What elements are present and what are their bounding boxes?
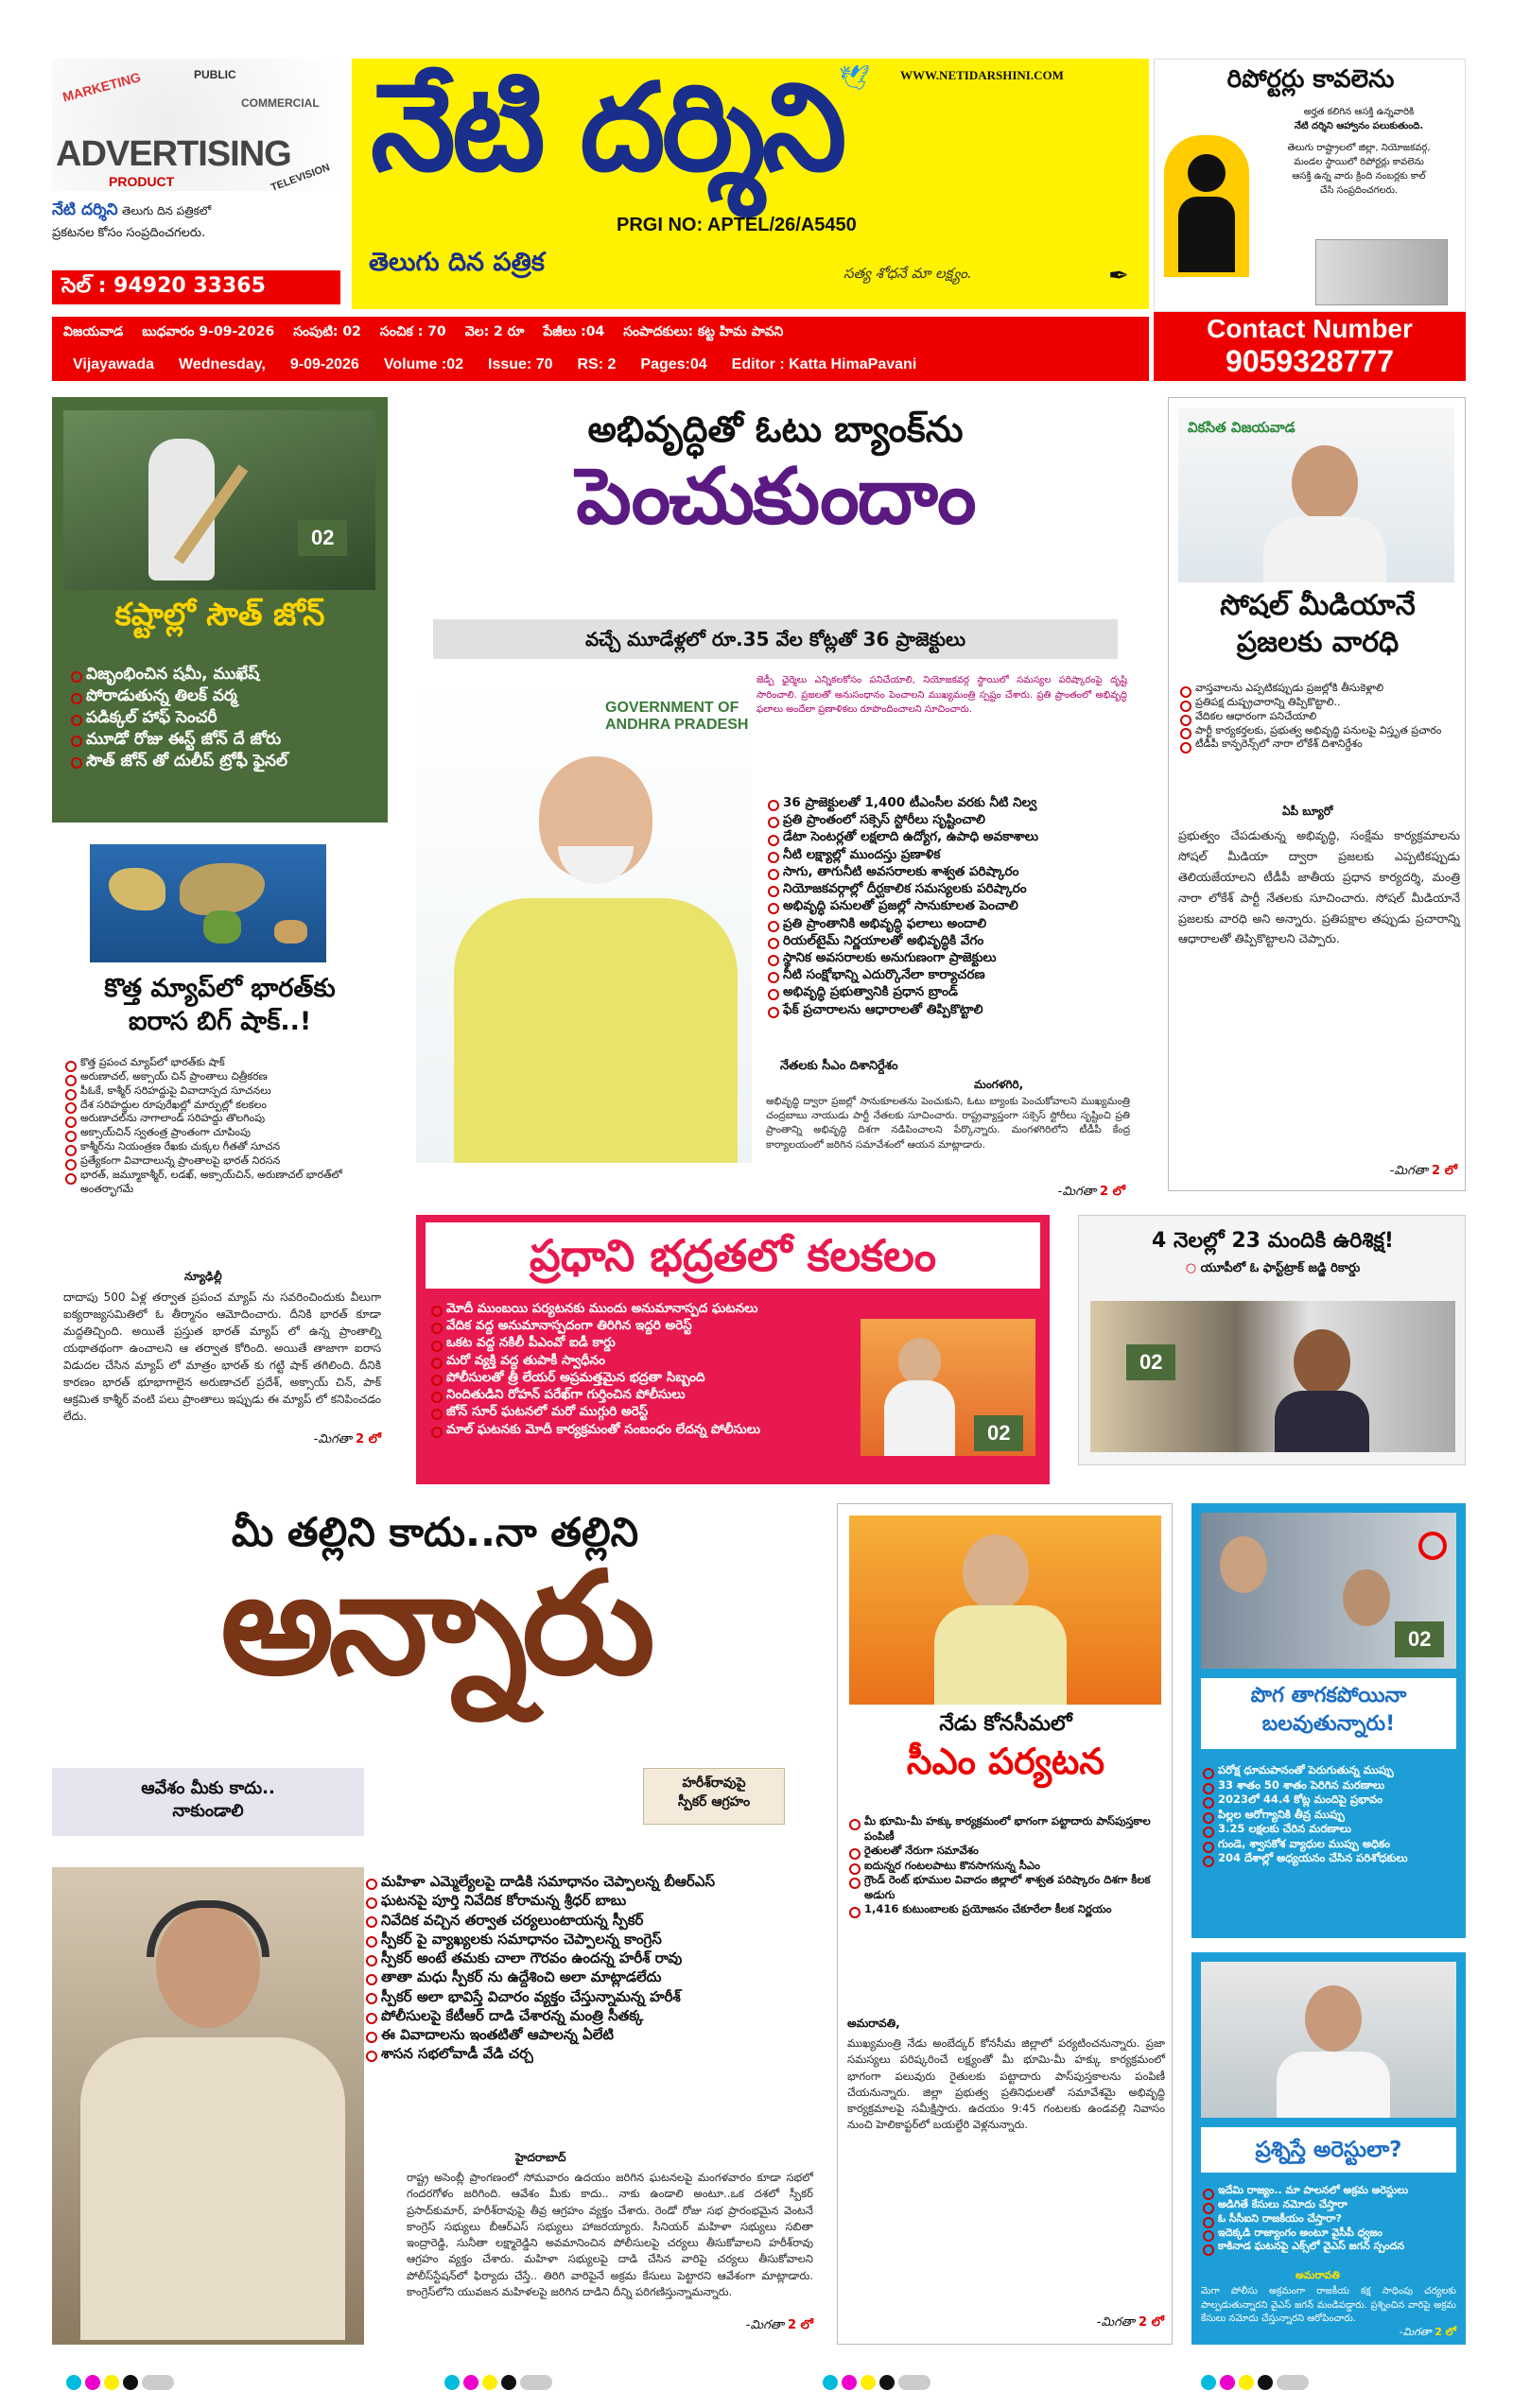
headline: అన్నారు: [220, 1542, 650, 1706]
bullets: మహిళా ఎమ్మెల్యేలపై దాడికి సమాధానం చెప్పాలన్న బీఆర్ఎస్ ఘటనపై పూర్తి నివేదిక కోరామన్న శ్రీధర్ బాబు నివేదిక వచ్చిన తర్వాత చర్యలుంటాయన్న స్పీకర్ స్పీకర్ పై వ్యాఖ్యలకు సమాధానం చెప్పాలన్న కాంగ్రెస్ స్పీకర్ అంటే తమకు చాలా గౌరవం ఉందన్న హరీశ్ రావు తాతా మధు స్పీకర్ ను ఉద్దేశించి అలా మాట్లాడలేదు స్పీకర్ అలా భావిస్తే విచారం వ్యక్తం చేస్తున్నామన్న హరీశ్ పోలీసులపై కేటీఆర్ దాడి చేశారన్న మంత్రి సీతక్క ఈ వివాదాలను ఇంతటితో ఆపాలన్న ఏలేటి శాసన సభలోవాడీ వేడి చర్చ: [364, 1872, 813, 2064]
cm-rally-photo: [849, 1516, 1161, 1705]
info-bar-telugu: విజయవాడ బుధవారం 9-09-2026 సంపుటి: 02 సంచిక : 70 వెల: 2 రూ పేజీలు :04 సంపాదకులు: కట్ట హిమ పావని: [52, 317, 1149, 349]
lokesh-photo: వికసిత విజయవాడ: [1178, 407, 1454, 582]
story-cm-konaseema: [837, 1503, 1173, 2345]
headline: పెంచుకుందాం: [576, 452, 975, 542]
masthead: [0, 0, 1513, 383]
page-ref: 02: [1126, 1344, 1175, 1380]
ad-left: [52, 59, 340, 306]
dateline: మంగళగిరి,: [974, 1078, 1024, 1091]
contact-number: 9059328777: [1226, 344, 1394, 378]
bullets: వాస్తవాలను ఎప్పటికప్పుడు ప్రజల్లోకి తీసుకెళ్లాలి ప్రతిపక్ష దుష్ప్రచారాన్ని తిప్పికొట్టాలి.. వేదికల ఆధారంగా పనిచేయాలి పార్టీ కార్యకర్తలకు, ప్రభుత్వ అభివృద్ధి పనులపై విస్తృత ప్రచారం టీడీపీ కాన్ఫరెన్స్‌లో నారా లోకేశ్ దిశానిర్దేశం: [1178, 682, 1460, 752]
registration-marks: [0, 2364, 1513, 2401]
tagline: తెలుగు దిన పత్రిక: [369, 248, 545, 277]
page-ref: 02: [1395, 1621, 1444, 1657]
page-ref: 02: [298, 520, 347, 556]
headline: కష్టాల్లో సౌత్ జోన్: [114, 596, 325, 632]
headline: సోషల్ మీడియానే ప్రజలకు వారధి: [1220, 589, 1416, 659]
story-south-zone: [52, 397, 388, 823]
continued: -మిగతా 2 లో: [1096, 2315, 1164, 2330]
continued: -మిగతా 2 లో: [745, 2318, 813, 2332]
headline: 4 నెలల్లో 23 మందికి ఉరిశిక్ష!: [1152, 1229, 1394, 1253]
story-judge: [1078, 1215, 1466, 1465]
title-block: [352, 59, 1149, 309]
page-ref: 02: [974, 1415, 1023, 1451]
jagan-photo: [1201, 1962, 1456, 2118]
dateline: హైదరాబాద్: [515, 2151, 566, 2164]
ad-left-text: నేటి దర్శిని తెలుగు దిన పత్రికలో ప్రకటనల కోసం సంప్రదించగలరు.: [52, 200, 212, 240]
bullets: కొత్త ప్రపంచ మ్యాప్‌లో భారత్‌కు షాక్ అరుణాచల్, అక్సాయ్ చిన్ ప్రాంతాలు చిత్రీకరణ పీఓకే, కాశ్మీర్ సరిహద్దుపై వివాదాస్పద సూచనలు దేశ సరిహద్దుల రూపురేఖల్లో మార్పుల్లో కలకలం అరుణాచల్‌ను నాగాలాండ్ సరిహద్దు తొలగింపు అక్సాయ్‌చిన్ స్వతంత్ర ప్రాంతంగా చూపింపు కాశ్మీర్‌ను నియంత్రణ రేఖకు చుక్కల గీతతో సూచన ప్రత్యేకంగా వివాదాలున్న ప్రాంతాలపై భారత్ నిరసన భారత్, జమ్మూకాశ్మీర్, లడఖ్, అక్సాయ్‌చిన్, అరుణాచల్ భారత్‌లో అంతర్భాగమే: [63, 1056, 385, 1196]
headline: నేడు కోనసీమలో సీఎం పర్యటన: [906, 1712, 1105, 1782]
contact-box: Contact Number 9059328777: [1154, 312, 1466, 381]
body: ముఖ్యమంత్రి నేడు అంబేద్కర్ కోనసీమ జిల్లాలో పర్యటించనున్నారు. ప్రజా సమస్యలు పరిష్కరించే లక్ష్యంతో మీ భూమి-మీ హక్కు కార్యక్రమంలో భాగంగా పలువురు రైతులకు పట్టాదారు పాస్‌పుస్తకాలను పంపిణీ చేయనున్నారు. జిల్లా ప్రభుత్వ ప్రతినిధులతో సమావేశమై అభివృద్ధి కార్యక్రమాలపై సమీక్షిస్తారు. ఉదయం 9:45 గంటలకు ఉండవల్లి నివాసం నుంచి హెలికాప్టర్‌లో బయల్దేరి వెళ్లనున్నారు.: [847, 2036, 1165, 2132]
reporter-silhouette-icon: [1164, 135, 1249, 277]
continued: -మిగతా 2 లో: [1057, 1185, 1125, 1199]
bullets: మోదీ ముంబయి పర్యటనకు ముందు అనుమానాస్పద ఘటనలు వేదిక వద్ద అనుమానాస్పదంగా తిరిగిన ఇద్దరి అరెస్ట్ ఒకట వద్ద నకిలీ పీఎంవో ఐడీ కార్డు మరో వ్యక్తి వద్ద తుపాకీ స్వాధీనం పోలీసులతో త్రీ లేయర్ అప్రమత్తమైన భద్రతా సిబ్బంది నిందితుడిని రోహన్ పరేఖ్‌గా గుర్తించిన పోలీసులు జోన్ సూర్ ఘటనలో మరో ముగ్గురి అరెస్ట్ మాల్ ఘటనకు మోదీ కార్యక్రమంతో సంబంధం లేదన్న పోలీసులు: [429, 1300, 841, 1438]
dateline: న్యూఢిల్లీ: [184, 1270, 222, 1283]
kicker: మీ తల్లిని కాదు..నా తల్లిని: [231, 1509, 639, 1555]
paper-title: నేటి దర్శిని: [371, 58, 843, 199]
body: అభివృద్ధి ద్వారా ప్రజల్లో సానుకూలతను పెంచుకుని, ఓటు బ్యాంకు పెంచుకోవాలని ముఖ్యమంత్రి చంద్రబాబు నాయుడు పార్టీ నేతలకు సూచించారు. రాష్ట్రవ్యాప్తంగా సక్సెస్ స్టోరీలు సృష్టించి ప్రతి ప్రాంతాన్ని అభివృద్ధి దిశగా నడిపించాలని పేర్కొన్నారు. మంగళగిరిలోని టీడీపీ కేంద్ర కార్యాలయంలో జరిగిన సమావేశంలో ఆయన మాట్లాడారు.: [766, 1096, 1130, 1151]
advertising-collage: MARKETING PUBLIC COMMERCIAL ADVERTISING PRODUCT TELEVISION: [52, 59, 340, 191]
cricket-photo: [63, 410, 375, 590]
dateline: అమరావతి,: [847, 2017, 900, 2030]
speaker-box: హరీశ్‌రావుపై స్పీకర్ ఆగ్రహం: [643, 1768, 785, 1825]
headline: కొత్త మ్యాప్‌లో భారత్‌కు ఐరాస బిగ్ షాక్..!: [104, 974, 336, 1037]
headline: ప్రశ్నిస్తే అరెస్టులా?: [1201, 2127, 1456, 2173]
ad-left-phone: సెల్ : 94920 33365: [52, 270, 340, 304]
bullets: మీ భూమి-మీ హక్కు కార్యక్రమంలో భాగంగా పట్టాదారు పాస్‌పుస్తకాల పంపిణీ రైతులతో నేరుగా సమావేశం ఐదున్నర గంటలపాటు కొనసాగనున్న సీఎం గ్రౌండ్ రెంట్ భూముల వివాదం జిల్లాలో శాశ్వత పరిష్కారం దిశగా కీలక అడుగు 1,416 కుటుంబాలకు ప్రయోజనం చేకూరేలా కీలక నిర్ణయం: [847, 1814, 1165, 1917]
continued: -మిగతా 2 లో: [1399, 2326, 1456, 2338]
story-pm-security: [416, 1215, 1050, 1484]
prgi-number: PRGI NO: APTEL/26/A5450: [617, 215, 857, 235]
intro: జెడ్పీ ఛైర్మెలు ఎన్నికలకోసం పనిచేయాలి, నియోజకవర్గ స్థాయిలో సమస్యల పరిష్కారంపై దృష్టి సారించాలి. ప్రజలతో అనుసంధానం పెంచాలని ముఖ్యమంత్రి స్పష్టం చేశారు. ప్రతి ప్రాంతంలో అభివృద్ధి ఫలాలు అందేలా ప్రణాళికలు రూపొందించాలని సూచించారు.: [756, 675, 1127, 715]
bullets: ఇదేమి రాజ్యం.. మా పాలనలో అక్రమ అరెస్టులు అడిగితే కేసులు నమోదు చేస్తారా ఓ సీసీఐని రాజకీయం చేస్తారా? ఇదెక్కడి రాజ్యాంగం అంటూ వైసీపీ ధ్వజం కాకినాడ ఘటనపై ఎక్స్‌లో వైఎస్ జగన్ స్పందన: [1201, 2184, 1461, 2254]
motto: సత్య శోధనే మా లక్ష్యం.: [843, 265, 972, 282]
website: WWW.NETIDARSHINI.COM: [900, 68, 1064, 82]
pen-icon: ✒: [1108, 262, 1129, 290]
story-un-map: [52, 837, 388, 1461]
sub: ○ యూపీలో ఓ ఫాస్ట్‌ట్రాక్ జడ్జి రికార్డు: [1185, 1261, 1361, 1275]
story-jagan: [1191, 1952, 1466, 2345]
sub-headline: వచ్చే మూడేళ్లలో రూ.35 వేల కోట్లతో 36 ప్రాజెక్టులు: [433, 619, 1118, 659]
continued: -మిగతా 2 లో: [313, 1432, 381, 1447]
info-bar-english: Vijayawada Wednesday, 9-09-2026 Volume :02 Issue: 70 RS: 2 Pages:04 Editor : Katta HimaPavani: [52, 349, 1149, 381]
dateline: ఏపీ బ్యూరో: [1282, 805, 1333, 818]
story-social-media: [1168, 397, 1466, 1191]
dove-icon: 🕊: [839, 64, 871, 93]
kicker: అభివృద్ధితో ఓటు బ్యాంక్‌ను: [587, 408, 964, 450]
story-annaru: [52, 1503, 818, 2345]
bullets: 36 ప్రాజెక్టులతో 1,400 టీఎంసీల వరకు నీటి నిల్వ ప్రతి ప్రాంతంలో సక్సెస్ స్టోరీలు సృష్టించాలి డేటా సెంటర్లతో లక్షలాది ఉద్యోగ, ఉపాధి అవకాశాలు నీటి లక్ష్యాల్లో ముందస్తు ప్రణాళిక సాగు, తాగునీటి అవసరాలకు శాశ్వత పరిష్కారం నియోజకవర్గాల్లో దీర్ఘకాలిక సమస్యలకు పరిష్కారం అభివృద్ధి పనులతో ప్రజల్లో సానుకూలత పెంచాలి ప్రతి ప్రాంతానికి అభివృద్ధి ఫలాలు అందాలి రియల్‌టైమ్ నిర్ణయాలతో అభివృద్ధికి వేగం స్థానిక అవసరాలకు అనుగుణంగా ప్రాజెక్టులు నీటి సంక్షోభాన్ని ఎదుర్కొనేలా కార్యాచరణ అభివృద్ధి ప్రభుత్వానికి ప్రధాన బ్రాండ్ ఫేక్ ప్రచారాలను ఆధారాలతో తిప్పికొట్టాలి: [766, 794, 1130, 1018]
continued: -మిగతా 2 లో: [1389, 1164, 1457, 1178]
cm-photo: GOVERNMENT OF ANDHRA PRADESH: [416, 681, 752, 1163]
body: ప్రభుత్వం చేపడుతున్న అభివృద్ధి, సంక్షేమ కార్యక్రమాలను సోషల్ మీడియా ద్వారా ప్రజలకు ఎప్పటికప్పుడు తెలియజేయాలని టీడీపీ జాతీయ ప్రధాన కార్యదర్శి, మంత్రి నారా లోకేశ్ పార్టీ నేతలకు సూచించారు. సోషల్ మీడియానే ప్రజలకు వారధి అని అన్నారు. ప్రతిపక్షాల తప్పుడు ప్రచారాన్ని ఆధారాలతో తిప్పికొట్టాలని చెప్పారు.: [1178, 828, 1460, 946]
body: మెగా పోలీసు అక్రమంగా రాజకీయ కక్ష సాధింపు చర్యలకు పాల్పడుతున్నారని వైఎస్ జగన్ మండిపడ్డారు. ప్రశ్నించిన వారిపై అక్రమ కేసులు నమోదు చేస్తున్నారని ఆరోపించారు.: [1201, 2286, 1456, 2324]
bullets: పరోక్ష ధూమపానంతో పెరుగుతున్న ముప్పు 33 శాతం 50 శాతం పెరిగిన మరణాలు 2023లో 44.4 కోట్ల మందిపై ప్రభావం పిల్లల ఆరోగ్యానికి తీవ్ర ముప్పు 3.25 లక్షలకు చేరిన మరణాలు గుండె, శ్వాసకోశ వ్యాధుల ముప్పు అధికం 204 దేశాల్లో అధ్యయనం చేసిన పరిశోధకులు: [1201, 1763, 1461, 1866]
story-smoking: [1191, 1503, 1466, 1938]
newspaper-stack-icon: [1315, 239, 1448, 305]
ad-right: రిపోర్టర్లు కావలెను అర్హత కలిగిన ఆసక్తి ఉన్నవారికి నేటి దర్శిని ఆహ్వానం పలుకుతుంది. తెలుగు రాష్ట్రాలలో జిల్లా, నియోజకవర్గ, మండల స్థాయిలో రిపోర్టర్లు కావలెను ఆసక్తి ఉన్న వారు క్రింది నంబర్లకు కాల్ చేసి సంప్రదించగలరు.: [1154, 59, 1466, 312]
story-lead: [416, 397, 1135, 1205]
headline: ప్రధాని భద్రతలో కలకలం: [426, 1222, 1040, 1289]
quote-box: ఆవేశం మీకు కాదు.. నాకుండాలి: [52, 1768, 364, 1836]
world-map-image: [90, 844, 326, 962]
headline: పొగ తాగకపోయినా బలవుతున్నారు!: [1201, 1678, 1456, 1749]
dateline: అమరావతి: [1296, 2269, 1340, 2281]
speaker-photo: [52, 1867, 364, 2345]
bullets-tail: నేతలకు సీఎం దిశానిర్దేశం: [780, 1059, 898, 1073]
body: రాష్ట్ర అసెంబ్లీ ప్రాంగణంలో సోమవారం ఉదయం జరిగిన ఘటనలపై మంగళవారం కూడా సభలో గందరగోళం జరిగింది. ఆవేశం మీకు కాదు.. నాకు ఉండాలి అంటూ..ఒక దశలో స్పీకర్ ప్రసాద్‌కుమార్, హరీశ్‌రావుపై తీవ్ర ఆగ్రహం వ్యక్తం చేశారు. రెండో రోజు సభ ప్రారంభమైన వెంటనే కాంగ్రెస్ సభ్యులు బీఆర్ఎస్ సభ్యులు హాజరయ్యారు. సీనియర్ మహిళా సభ్యులు సబితా ఇంద్రారెడ్డి, సునీతా లక్ష్మారెడ్డిని అవమానించిన పోలీసులపై చర్యలు తీసుకోవాలని హరీశ్‌రావు ఆగ్రహం వ్యక్తం చేశారు. మహిళా సభ్యులపై దాడి చేసిన వారిపై చర్యలు తీసుకోవాలని పోలీస్‌స్టేషన్‌లో ఫిర్యాదు చేస్తే.. తిరిగి వారిపైనే అక్రమ కేసులు పెట్టారని ఆవేశంగా మాట్లాడారు. కాంగ్రెస్‌లోని యువజన మహిళలపై జరిగిన దాడిని దీన్ని పరిగణిస్తున్నామన్నారు.: [407, 2171, 813, 2298]
bullets: విజృంభించిన షమీ, ముఖేష్ పోరాడుతున్న తిలక్ వర్మ పడిక్కల్ హాఫ్ సెంచరీ మూడో రోజు ఈస్ట్ జోన్ దే జోరు సౌత్ జోన్ తో దులీప్ ట్రోఫీ ఫైనల్: [69, 664, 381, 772]
body: దాదాపు 500 ఏళ్ల తర్వాత ప్రపంచ మ్యాప్ ను సవరించిందుకు వీలుగా ఐక్యరాజ్యసమితిలో ఓ తీర్మానం ఆమోదించారు. దీనికి భారత్ కూడా మద్దతిచ్చింది. అయితే ప్రస్తుత భారత్ మ్యాప్ లో ఉన్న ప్రాంతాల్ని యథాతథంగా ఉంచాలని ఆ తర్వాత కోరింది. అయితే తాజాగా ఐరాస విడుదల చేసిన మ్యాప్ లో మాత్రం భారత్ కు గట్టి షాక్ తగిలింది. దీనికి కారణం భారత్ భూభాగాలైన అరుణాచల్ ప్రదేశ్, అక్సాయ్ చిన్, పాక్ ఆక్రమిత కాశ్మీర్ వంటి పలు ప్రాంతాలు ఇప్పుడు ఈ మ్యాప్ లో కనిపించడం లేదు.: [63, 1291, 381, 1423]
